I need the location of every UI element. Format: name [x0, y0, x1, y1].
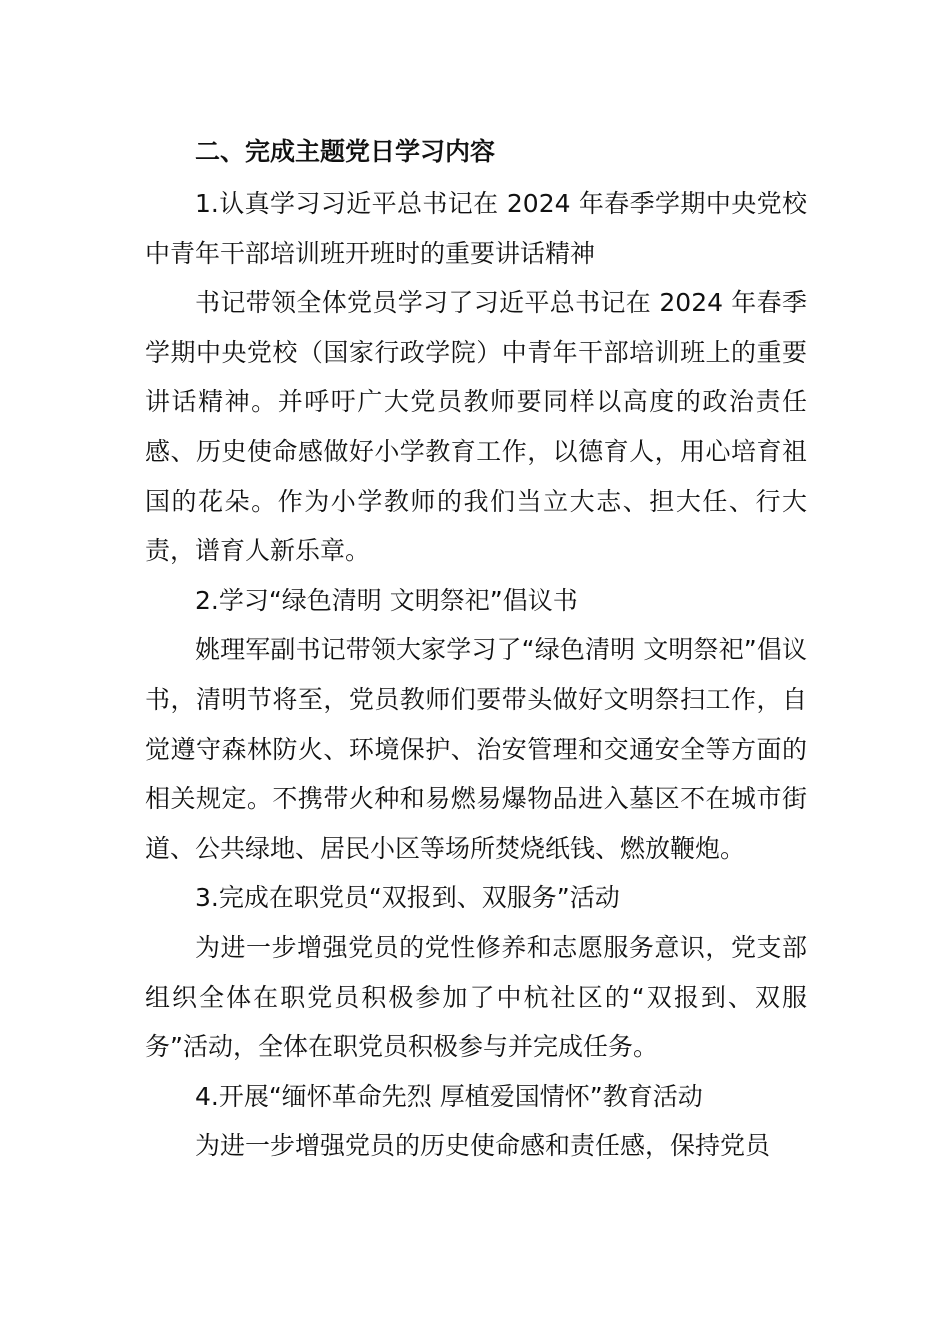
item-2-title: 2.学习“绿色清明 文明祭祀”倡议书 [195, 585, 578, 615]
item-1-body: 书记带领全体党员学习了习近平总书记在 2024 年春季学期中央党校（国家行政学院）中青年干部培训班上的重要讲话精神。并呼吁广大党员教师要同样以高度的政治责任感、历史使命感做好小学教育工作，以德育人，用心培育祖国的花朵。作为小学教师的我们当立大志、担大任、行大责，谱育人新乐章。 [145, 288, 807, 566]
section-heading: 二、完成主题党日学习内容 [195, 137, 496, 166]
item-3-body: 为进一步增强党员的党性修养和志愿服务意识，党支部组织全体在职党员积极参加了中杭社区的“双报到、双服务”活动，全体在职党员积极参与并完成任务。 [145, 932, 807, 1062]
document-body [145, 124, 807, 1171]
item-4-title: 4.开展“缅怀革命先烈 厚植爱国情怀”教育活动 [195, 1081, 703, 1111]
item-1-title: 1.认真学习习近平总书记在 2024 年春季学期中央党校中青年干部培训班开班时的重要讲话精神 [145, 189, 807, 268]
item-4-body: 为进一步增强党员的历史使命感和责任感，保持党员 [195, 1131, 771, 1161]
item-2-body: 姚理军副书记带领大家学习了“绿色清明 文明祭祀”倡议书，清明节将至，党员教师们要带头做好文明祭扫工作，自觉遵守森林防火、环境保护、治安管理和交通安全等方面的相关规定。不携带火种和易燃易爆物品进入墓区不在城市街道、公共绿地、居民小区等场所焚烧纸钱、燃放鞭炮。 [145, 635, 807, 863]
item-3-title: 3.完成在职党员“双报到、双服务”活动 [195, 883, 620, 913]
